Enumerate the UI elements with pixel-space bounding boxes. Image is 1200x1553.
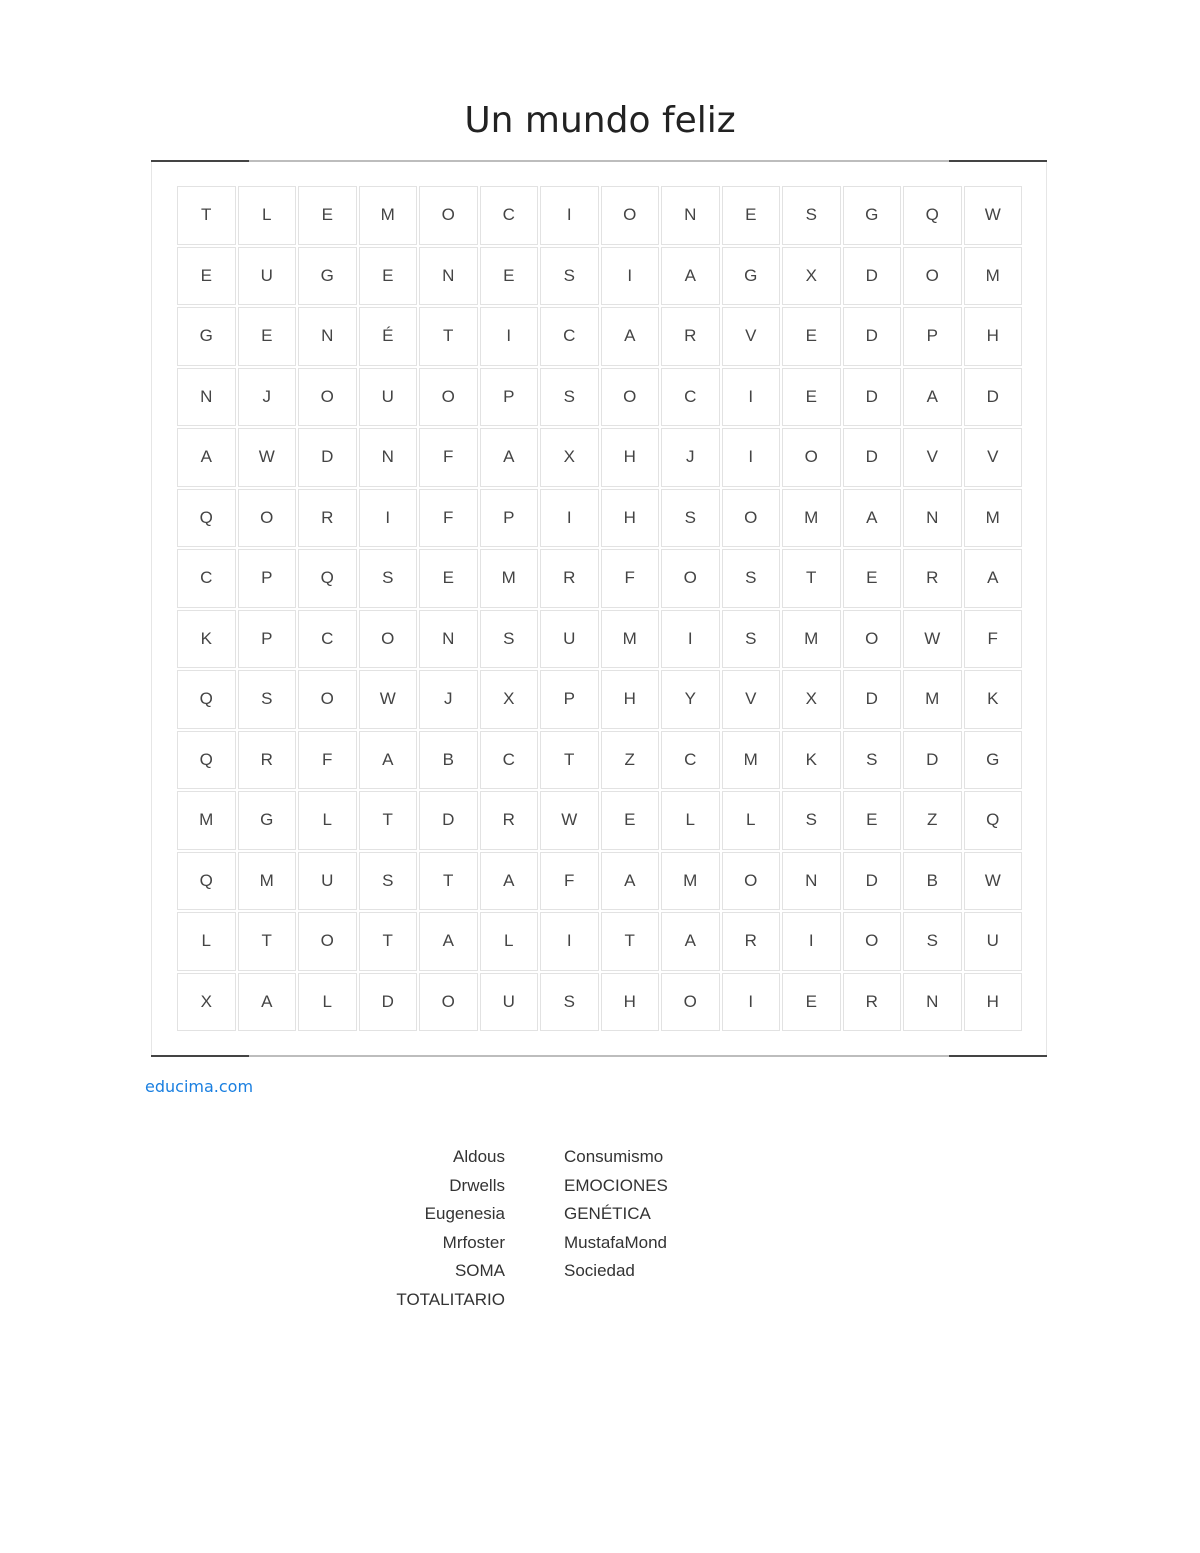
grid-cell[interactable]: I <box>782 912 841 971</box>
frame-corner-bottom-right <box>949 1055 1047 1057</box>
grid-cell[interactable]: S <box>903 912 962 971</box>
grid-cell[interactable]: T <box>540 731 599 790</box>
grid-cell[interactable]: A <box>661 247 720 306</box>
word-list-item: EMOCIONES <box>564 1175 668 1195</box>
grid-cell[interactable]: H <box>964 307 1023 366</box>
grid-cell[interactable]: Z <box>601 731 660 790</box>
grid-cell[interactable]: P <box>238 549 297 608</box>
grid-cell[interactable]: D <box>964 368 1023 427</box>
grid-cell[interactable]: B <box>419 731 478 790</box>
grid-cell[interactable]: C <box>661 368 720 427</box>
grid-cell[interactable]: N <box>903 489 962 548</box>
grid-cell[interactable]: E <box>722 186 781 245</box>
grid-cell[interactable]: Q <box>177 731 236 790</box>
grid-cell[interactable]: I <box>722 368 781 427</box>
grid-cell[interactable]: G <box>843 186 902 245</box>
grid-cell[interactable]: T <box>359 791 418 850</box>
grid-cell[interactable]: E <box>480 247 539 306</box>
grid-cell[interactable]: A <box>480 428 539 487</box>
grid-cell[interactable]: E <box>782 307 841 366</box>
grid-cell[interactable]: N <box>359 428 418 487</box>
grid-cell[interactable]: I <box>722 973 781 1032</box>
grid-cell[interactable]: R <box>722 912 781 971</box>
grid-cell[interactable]: F <box>964 610 1023 669</box>
grid-cell[interactable]: S <box>540 247 599 306</box>
grid-cell[interactable]: N <box>177 368 236 427</box>
grid-cell[interactable]: F <box>419 489 478 548</box>
grid-cell[interactable]: O <box>601 186 660 245</box>
grid-cell[interactable]: U <box>540 610 599 669</box>
word-list-item: Mrfoster <box>442 1232 505 1252</box>
grid-cell[interactable]: C <box>480 731 539 790</box>
grid-cell[interactable]: J <box>661 428 720 487</box>
grid-cell[interactable]: U <box>480 973 539 1032</box>
grid-cell[interactable]: L <box>177 912 236 971</box>
word-list-right <box>564 1143 814 1286</box>
grid-cell[interactable]: L <box>661 791 720 850</box>
grid-cell[interactable]: Z <box>903 791 962 850</box>
grid-cell[interactable]: I <box>359 489 418 548</box>
word-list-item: TOTALITARIO <box>396 1289 505 1309</box>
grid-cell[interactable]: R <box>661 307 720 366</box>
grid-cell[interactable]: S <box>540 368 599 427</box>
grid-cell[interactable]: O <box>722 852 781 911</box>
grid-cell[interactable]: O <box>722 489 781 548</box>
grid-cell[interactable]: P <box>540 670 599 729</box>
grid-cell[interactable]: Q <box>177 852 236 911</box>
grid-cell[interactable]: S <box>238 670 297 729</box>
grid-cell[interactable]: X <box>782 247 841 306</box>
grid-cell[interactable]: E <box>843 549 902 608</box>
grid-cell[interactable]: M <box>177 791 236 850</box>
grid-cell[interactable]: A <box>238 973 297 1032</box>
grid-cell[interactable]: S <box>359 852 418 911</box>
grid-cell[interactable]: U <box>359 368 418 427</box>
grid-cell[interactable]: I <box>722 428 781 487</box>
grid-cell[interactable]: P <box>238 610 297 669</box>
grid-cell[interactable]: Q <box>177 489 236 548</box>
grid-cell[interactable]: F <box>601 549 660 608</box>
grid-cell[interactable]: U <box>238 247 297 306</box>
grid-cell[interactable]: E <box>843 791 902 850</box>
word-search-grid <box>177 186 1022 1031</box>
grid-cell[interactable]: P <box>903 307 962 366</box>
grid-cell[interactable]: E <box>298 186 357 245</box>
grid-cell[interactable]: P <box>480 489 539 548</box>
grid-cell[interactable]: R <box>238 731 297 790</box>
grid-cell[interactable]: W <box>359 670 418 729</box>
grid-cell[interactable]: E <box>177 247 236 306</box>
grid-cell[interactable]: L <box>298 973 357 1032</box>
grid-cell[interactable]: T <box>419 307 478 366</box>
grid-cell[interactable]: D <box>903 731 962 790</box>
grid-cell[interactable]: É <box>359 307 418 366</box>
grid-cell[interactable]: A <box>480 852 539 911</box>
grid-cell[interactable]: X <box>540 428 599 487</box>
grid-cell[interactable]: V <box>903 428 962 487</box>
frame-corner-top-right <box>949 160 1047 162</box>
grid-cell[interactable]: S <box>540 973 599 1032</box>
grid-cell[interactable]: I <box>601 247 660 306</box>
grid-cell[interactable]: N <box>782 852 841 911</box>
grid-cell[interactable]: N <box>419 610 478 669</box>
grid-cell[interactable]: S <box>722 549 781 608</box>
grid-cell[interactable]: O <box>419 368 478 427</box>
grid-cell[interactable]: O <box>843 912 902 971</box>
grid-cell[interactable]: Q <box>298 549 357 608</box>
grid-cell[interactable]: U <box>298 852 357 911</box>
grid-cell[interactable]: R <box>540 549 599 608</box>
grid-cell[interactable]: X <box>782 670 841 729</box>
grid-cell[interactable]: X <box>177 973 236 1032</box>
grid-cell[interactable]: A <box>601 307 660 366</box>
grid-cell[interactable]: D <box>359 973 418 1032</box>
grid-cell[interactable]: C <box>540 307 599 366</box>
grid-cell[interactable]: E <box>359 247 418 306</box>
grid-cell[interactable]: M <box>480 549 539 608</box>
grid-cell[interactable]: N <box>419 247 478 306</box>
frame-corner-bottom-left <box>151 1055 249 1057</box>
grid-cell[interactable]: W <box>903 610 962 669</box>
grid-cell[interactable]: O <box>782 428 841 487</box>
grid-cell[interactable]: M <box>359 186 418 245</box>
grid-cell[interactable]: H <box>601 670 660 729</box>
grid-cell[interactable]: M <box>782 610 841 669</box>
grid-cell[interactable]: E <box>419 549 478 608</box>
grid-cell[interactable]: S <box>843 731 902 790</box>
grid-cell[interactable]: A <box>177 428 236 487</box>
grid-cell[interactable]: C <box>661 731 720 790</box>
grid-cell[interactable]: I <box>540 489 599 548</box>
grid-cell[interactable]: I <box>540 912 599 971</box>
grid-cell[interactable]: G <box>238 791 297 850</box>
grid-cell[interactable]: T <box>177 186 236 245</box>
grid-cell[interactable]: D <box>843 428 902 487</box>
grid-cell[interactable]: J <box>238 368 297 427</box>
grid-cell[interactable]: M <box>601 610 660 669</box>
grid-cell[interactable]: Y <box>661 670 720 729</box>
grid-cell[interactable]: D <box>419 791 478 850</box>
grid-cell[interactable]: T <box>601 912 660 971</box>
grid-cell[interactable]: M <box>903 670 962 729</box>
educima-link[interactable]: educima.com <box>145 1077 254 1096</box>
grid-cell[interactable]: C <box>298 610 357 669</box>
grid-cell[interactable]: O <box>238 489 297 548</box>
grid-cell[interactable]: H <box>601 428 660 487</box>
grid-cell[interactable]: A <box>359 731 418 790</box>
grid-cell[interactable]: S <box>782 186 841 245</box>
grid-cell[interactable]: M <box>782 489 841 548</box>
page-title: Un mundo feliz <box>464 100 736 141</box>
grid-cell[interactable]: O <box>298 368 357 427</box>
grid-cell[interactable]: I <box>661 610 720 669</box>
grid-cell[interactable]: M <box>964 489 1023 548</box>
grid-cell[interactable]: O <box>903 247 962 306</box>
word-list-item: SOMA <box>454 1261 505 1280</box>
grid-cell[interactable]: P <box>480 368 539 427</box>
grid-cell[interactable]: R <box>298 489 357 548</box>
grid-cell[interactable]: T <box>238 912 297 971</box>
grid-cell[interactable]: M <box>964 247 1023 306</box>
word-list-item: Eugenesia <box>424 1204 505 1223</box>
frame-bottom-border <box>151 1055 1047 1057</box>
frame-top-border <box>151 160 1047 162</box>
grid-cell[interactable]: A <box>903 368 962 427</box>
word-list-item: Aldous <box>453 1147 505 1166</box>
grid-cell[interactable]: M <box>238 852 297 911</box>
word-list-item: MustafaMond <box>564 1232 667 1252</box>
grid-cell[interactable]: O <box>661 549 720 608</box>
grid-cell[interactable]: Q <box>964 791 1023 850</box>
grid-cell[interactable]: C <box>480 186 539 245</box>
grid-cell[interactable]: A <box>419 912 478 971</box>
grid-cell[interactable]: W <box>964 852 1023 911</box>
grid-cell[interactable]: W <box>964 186 1023 245</box>
grid-cell[interactable]: W <box>540 791 599 850</box>
grid-cell[interactable]: D <box>843 852 902 911</box>
grid-cell[interactable]: O <box>298 912 357 971</box>
grid-cell[interactable]: F <box>540 852 599 911</box>
grid-cell[interactable]: E <box>601 791 660 850</box>
grid-cell[interactable]: T <box>782 549 841 608</box>
grid-cell[interactable]: G <box>298 247 357 306</box>
grid-cell[interactable]: I <box>540 186 599 245</box>
grid-cell[interactable]: T <box>359 912 418 971</box>
grid-cell[interactable]: V <box>964 428 1023 487</box>
grid-cell[interactable]: B <box>903 852 962 911</box>
grid-cell[interactable]: E <box>238 307 297 366</box>
word-list-item: Consumismo <box>564 1147 664 1166</box>
grid-cell[interactable]: M <box>722 731 781 790</box>
grid-cell[interactable]: S <box>359 549 418 608</box>
grid-cell[interactable]: V <box>722 670 781 729</box>
grid-cell[interactable]: D <box>843 368 902 427</box>
grid-cell[interactable]: W <box>238 428 297 487</box>
grid-cell[interactable]: V <box>722 307 781 366</box>
grid-cell[interactable]: D <box>843 247 902 306</box>
grid-cell[interactable]: H <box>601 489 660 548</box>
grid-cell[interactable]: N <box>661 186 720 245</box>
grid-cell[interactable]: G <box>722 247 781 306</box>
grid-cell[interactable]: Q <box>903 186 962 245</box>
grid-cell[interactable]: A <box>843 489 902 548</box>
grid-cell[interactable]: H <box>601 973 660 1032</box>
grid-cell[interactable]: S <box>480 610 539 669</box>
frame-corner-top-left <box>151 160 249 162</box>
grid-cell[interactable]: S <box>722 610 781 669</box>
grid-cell[interactable]: S <box>782 791 841 850</box>
grid-cell[interactable]: H <box>964 973 1023 1032</box>
grid-cell[interactable]: G <box>177 307 236 366</box>
grid-cell[interactable]: R <box>480 791 539 850</box>
grid-cell[interactable]: L <box>722 791 781 850</box>
grid-cell[interactable]: D <box>298 428 357 487</box>
grid-cell[interactable]: J <box>419 670 478 729</box>
grid-cell[interactable]: U <box>964 912 1023 971</box>
grid-cell[interactable]: O <box>419 186 478 245</box>
word-list-item: GENÉTICA <box>564 1204 651 1223</box>
grid-cell[interactable]: O <box>419 973 478 1032</box>
grid-cell[interactable]: K <box>177 610 236 669</box>
grid-cell[interactable]: N <box>903 973 962 1032</box>
grid-cell[interactable]: R <box>903 549 962 608</box>
grid-cell[interactable]: L <box>298 791 357 850</box>
grid-cell[interactable]: E <box>782 368 841 427</box>
grid-cell[interactable]: I <box>480 307 539 366</box>
grid-cell[interactable]: K <box>964 670 1023 729</box>
grid-cell[interactable]: F <box>419 428 478 487</box>
word-list-item: Sociedad <box>564 1261 635 1280</box>
grid-cell[interactable]: F <box>298 731 357 790</box>
word-list-item: Drwells <box>449 1175 505 1195</box>
grid-cell[interactable]: N <box>298 307 357 366</box>
grid-cell[interactable]: D <box>843 670 902 729</box>
grid-cell[interactable]: L <box>480 912 539 971</box>
grid-cell[interactable]: X <box>480 670 539 729</box>
grid-cell[interactable]: E <box>782 973 841 1032</box>
word-list-left <box>305 1143 505 1314</box>
grid-cell[interactable]: A <box>661 912 720 971</box>
grid-cell[interactable]: R <box>843 973 902 1032</box>
grid-cell[interactable]: G <box>964 731 1023 790</box>
grid-cell[interactable]: A <box>964 549 1023 608</box>
grid-cell[interactable]: C <box>177 549 236 608</box>
grid-cell[interactable]: O <box>359 610 418 669</box>
grid-cell[interactable]: K <box>782 731 841 790</box>
grid-cell[interactable]: A <box>601 852 660 911</box>
grid-cell[interactable]: O <box>843 610 902 669</box>
grid-cell[interactable]: L <box>238 186 297 245</box>
grid-cell[interactable]: S <box>661 489 720 548</box>
grid-cell[interactable]: D <box>843 307 902 366</box>
grid-cell[interactable]: T <box>419 852 478 911</box>
grid-cell[interactable]: Q <box>177 670 236 729</box>
grid-cell[interactable]: O <box>601 368 660 427</box>
grid-cell[interactable]: M <box>661 852 720 911</box>
grid-cell[interactable]: O <box>298 670 357 729</box>
grid-cell[interactable]: O <box>661 973 720 1032</box>
